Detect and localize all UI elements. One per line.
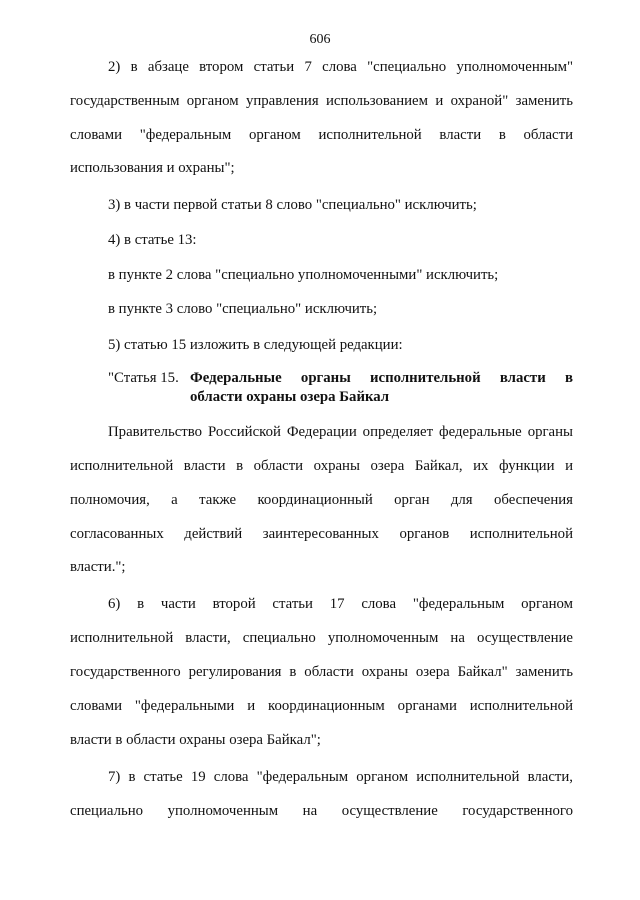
paragraph-line: 7) в статье 19 слова "федеральным органом исполнительной власти, — [108, 769, 573, 785]
article-body-line: власти."; — [70, 559, 126, 575]
article-title-line: области охраны озера Байкал — [190, 389, 390, 405]
paragraph-line: использования и охраны"; — [70, 160, 235, 176]
paragraph-line: 6) в части второй статьи 17 слова "федеральным органом — [108, 596, 573, 612]
paragraph-line: государственного регулирования в области охраны озера Байкал" заменить — [70, 664, 573, 680]
paragraph-line: словами "федеральными и координационным органами исполнительной — [70, 698, 573, 714]
article-body-line: согласованных действий заинтересованных органов исполнительной — [70, 526, 573, 542]
paragraph-line: исполнительной власти, специально уполномоченным на осуществление — [70, 630, 573, 646]
article-body-line: полномочия, а также координационный орган для обеспечения — [70, 492, 573, 508]
paragraph-line: 5) статью 15 изложить в следующей редакции: — [108, 337, 403, 353]
paragraph-line: 3) в части первой статьи 8 слово "специально" исключить; — [108, 197, 477, 213]
paragraph-line: специально уполномоченным на осуществление государственного — [70, 803, 573, 819]
paragraph-line: в пункте 2 слова "специально уполномоченными" исключить; — [108, 267, 499, 283]
page-number: 606 — [309, 32, 331, 47]
article-body-line: исполнительной власти в области охраны озера Байкал, их функции и — [70, 458, 573, 474]
paragraph-line: государственным органом управления использованием и охраной" заменить — [70, 93, 573, 109]
article-label: "Статья 15. — [108, 370, 179, 386]
paragraph-line: 2) в абзаце втором статьи 7 слова "специально уполномоченным" — [108, 59, 573, 75]
article-body-line: Правительство Российской Федерации определяет федеральные органы — [108, 424, 573, 440]
paragraph-line: власти в области охраны озера Байкал"; — [70, 732, 321, 748]
paragraph-line: в пункте 3 слово "специально" исключить; — [108, 301, 378, 317]
paragraph-line: словами "федеральным органом исполнительной власти в области — [70, 127, 573, 143]
article-title-line: Федеральные органы исполнительной власти в — [190, 370, 573, 386]
paragraph-line: 4) в статье 13: — [108, 232, 197, 248]
